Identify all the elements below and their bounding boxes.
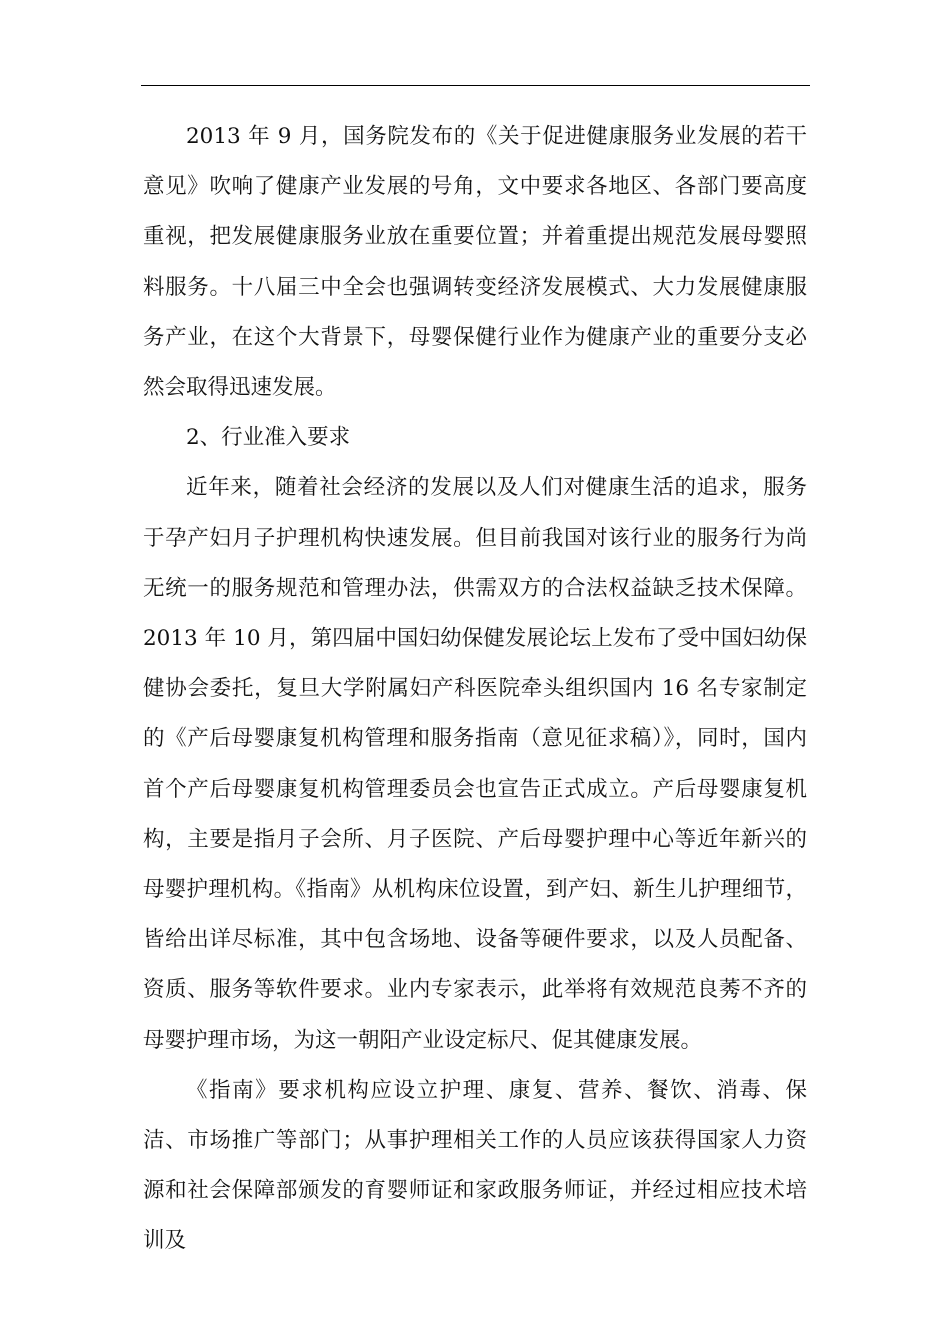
section-heading-industry-access: 2、行业准入要求: [186, 425, 351, 451]
header-rule: [141, 85, 810, 86]
paragraph-guideline-requirements: 《指南》要求机构应设立护理、康复、营养、餐饮、消毒、保洁、市场推广等部门；从事护理相关工作的人员应该获得国家人力资源和社会保障部颁发的育婴师证和家政服务师证，并经过相应技术培训及: [143, 1077, 807, 1254]
document-body: [143, 112, 807, 1267]
paragraph-policy-background: 2013 年 9 月，国务院发布的《关于促进健康服务业发展的若干意见》吹响了健康产业发展的号角，文中要求各地区、各部门要高度重视，把发展健康服务业放在重要位置；并着重提出规范发展母婴照料服务。十八届三中全会也强调转变经济发展模式、大力发展健康服务产业，在这个大背景下，母婴保健行业作为健康产业的重要分支必然会取得迅速发展。: [143, 124, 807, 401]
paragraph-industry-guideline: 近年来，随着社会经济的发展以及人们对健康生活的追求，服务于孕产妇月子护理机构快速发展。但目前我国对该行业的服务行为尚无统一的服务规范和管理办法，供需双方的合法权益缺乏技术保障。2013 年 10 月，第四届中国妇幼保健发展论坛上发布了受中国妇幼保健协会委托，复旦大学附属妇产科医院牵头组织国内 16 名专家制定的《产后母婴康复机构管理和服务指南（意见征求稿）》，同时，国内首个产后母婴康复机构管理委员会也宣告正式成立。产后母婴康复机构，主要是指月子会所、月子医院、产后母婴护理中心等近年新兴的母婴护理机构。《指南》从机构床位设置，到产妇、新生儿护理细节，皆给出详尽标准，其中包含场地、设备等硬件要求，以及人员配备、资质、服务等软件要求。业内专家表示，此举将有效规范良莠不齐的母婴护理市场，为这一朝阳产业设定标尺、促其健康发展。: [143, 475, 807, 1053]
